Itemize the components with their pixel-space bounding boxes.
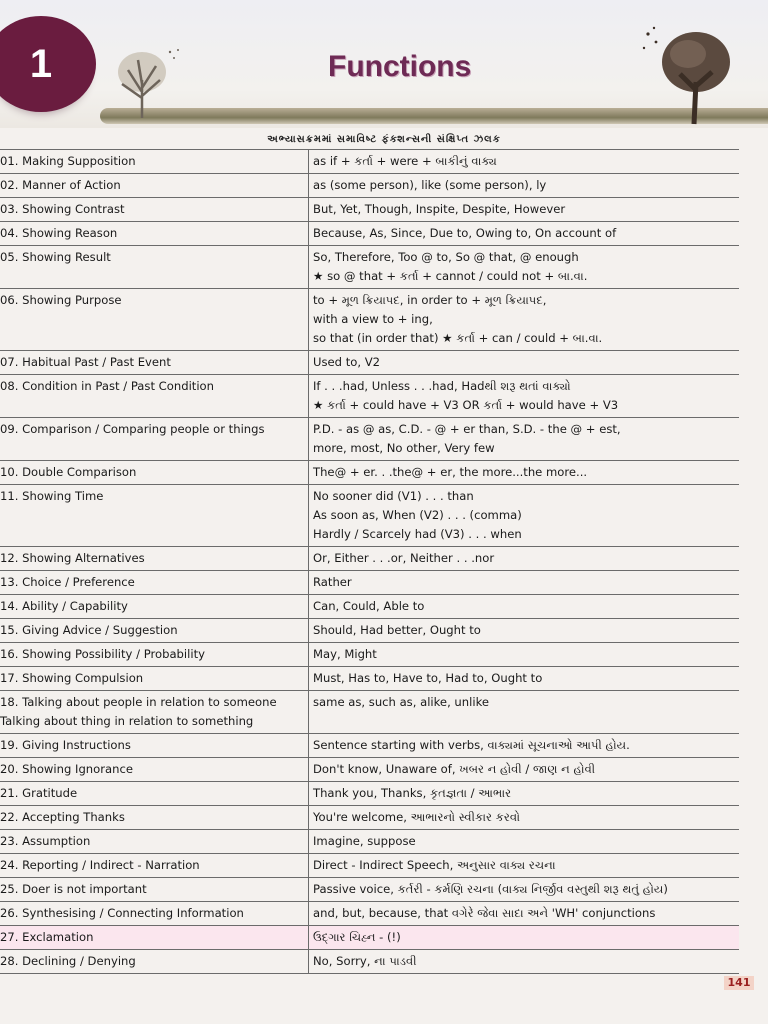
- function-name: 11. Showing Time: [0, 485, 309, 546]
- table-row: [0, 782, 739, 806]
- chapter-title: Functions: [328, 50, 472, 83]
- table-row: [0, 758, 739, 782]
- function-structure: Direct - Indirect Speech, અનુસાર વાક્ય રચના: [313, 858, 556, 872]
- function-structure: The@ + er. . .the@ + er, the more...the more...: [313, 465, 588, 479]
- table-row: [0, 878, 739, 902]
- table-row: [0, 571, 739, 595]
- table-row: [0, 150, 739, 174]
- function-structure: Should, Had better, Ought to: [313, 623, 481, 637]
- function-name: 14. Ability / Capability: [0, 595, 309, 618]
- function-name: 15. Giving Advice / Suggestion: [0, 619, 309, 642]
- function-structure: Or, Either . . .or, Neither . . .nor: [313, 551, 495, 565]
- table-row: [0, 485, 739, 547]
- function-structure: Rather: [313, 575, 352, 589]
- table-row: [0, 418, 739, 461]
- function-name: 09. Comparison / Comparing people or things: [0, 418, 309, 460]
- function-structure: Thank you, Thanks, કૃતજ્ઞતા / આભાર: [313, 786, 512, 800]
- tree-right-illustration: [636, 20, 746, 125]
- table-row: [0, 547, 739, 571]
- table-row: [0, 643, 739, 667]
- function-structure: Must, Has to, Have to, Had to, Ought to: [313, 671, 543, 685]
- table-row: [0, 902, 739, 926]
- function-structure: ઉદ્ગાર ચિહ્ન - (!): [309, 926, 739, 949]
- table-heading: અભ્યાસક્રમમાં સમાવિષ્ટ ફંક્શન્સની સંક્ષિપ્ત ઝલક: [267, 134, 501, 145]
- function-name: 24. Reporting / Indirect - Narration: [0, 854, 309, 877]
- function-structure: P.D. - as @ as, C.D. - @ + er than, S.D. - the @ + est, more, most, No other, Very few: [313, 422, 621, 455]
- function-structure: But, Yet, Though, Inspite, Despite, However: [313, 202, 566, 216]
- function-name: 05. Showing Result: [0, 246, 309, 288]
- function-name: 02. Manner of Action: [0, 174, 309, 197]
- table-row: [0, 222, 739, 246]
- chapter-number: 1: [29, 42, 53, 86]
- table-row: [0, 461, 739, 485]
- function-name: 19. Giving Instructions: [0, 734, 309, 757]
- table-row: [0, 351, 739, 375]
- function-name: 28. Declining / Denying: [0, 950, 309, 973]
- function-name: 16. Showing Possibility / Probability: [0, 643, 309, 666]
- function-name: 27. Exclamation: [0, 926, 309, 949]
- function-structure: If . . .had, Unless . . .had, Hadથી શરૂ થતાં વાક્યો ★ કર્તા + could have + V3 OR કર્તા + would have + V3: [313, 379, 619, 412]
- function-structure: Because, As, Since, Due to, Owing to, On account of: [313, 226, 617, 240]
- function-name: 20. Showing Ignorance: [0, 758, 309, 781]
- function-name: 12. Showing Alternatives: [0, 547, 309, 570]
- table-row: [0, 595, 739, 619]
- table-row: [0, 667, 739, 691]
- function-structure: same as, such as, alike, unlike: [313, 695, 490, 709]
- tree-left-illustration: [108, 40, 188, 120]
- function-name: 22. Accepting Thanks: [0, 806, 309, 829]
- function-structure: Imagine, suppose: [313, 834, 416, 848]
- function-structure: Don't know, Unaware of, ખબર ન હોવી / જાણ ન હોવી: [313, 762, 596, 776]
- function-name: 26. Synthesising / Connecting Information: [0, 902, 309, 925]
- function-name: 25. Doer is not important: [0, 878, 309, 901]
- function-name: 06. Showing Purpose: [0, 289, 309, 350]
- function-structure: Sentence starting with verbs, વાક્યમાં સૂચનાઓ આપી હોય.: [313, 738, 630, 752]
- function-structure: Passive voice, કર્તરી - કર્મણિ રચના (વાક્ય નિર્જીવ વસ્તુથી શરૂ થતું હોય): [313, 882, 668, 896]
- function-structure: Used to, V2: [313, 355, 381, 369]
- functions-table: [0, 149, 739, 974]
- table-row: [0, 854, 739, 878]
- function-structure: No sooner did (V1) . . . than As soon as, When (V2) . . . (comma) Hardly / Scarcely had (V3) . . . when: [313, 489, 522, 541]
- function-name: 18. Talking about people in relation to someone Talking about thing in relation to something: [0, 691, 309, 733]
- function-name: 21. Gratitude: [0, 782, 309, 805]
- function-name: 03. Showing Contrast: [0, 198, 309, 221]
- function-name: 08. Condition in Past / Past Condition: [0, 375, 309, 417]
- function-name: 01. Making Supposition: [0, 150, 309, 173]
- function-name: 07. Habitual Past / Past Event: [0, 351, 309, 374]
- table-row: [0, 926, 739, 950]
- function-name: 10. Double Comparison: [0, 461, 309, 484]
- function-structure: So, Therefore, Too @ to, So @ that, @ enough ★ so @ that + કર્તા + cannot / could not + બા.વા.: [313, 250, 588, 283]
- table-row: [0, 174, 739, 198]
- function-structure: as if + કર્તા + were + બાકીનું વાક્ય: [313, 154, 497, 168]
- function-structure: May, Might: [313, 647, 377, 661]
- function-structure: as (some person), like (some person), ly: [313, 178, 547, 192]
- function-name: 04. Showing Reason: [0, 222, 309, 245]
- function-name: 13. Choice / Preference: [0, 571, 309, 594]
- table-row: [0, 246, 739, 289]
- table-row: [0, 950, 739, 974]
- table-row: [0, 691, 739, 734]
- function-structure: You're welcome, આભારનો સ્વીકાર કરવો: [313, 810, 520, 824]
- table-row: [0, 619, 739, 643]
- function-structure: Can, Could, Able to: [313, 599, 425, 613]
- table-row: [0, 289, 739, 351]
- function-structure: to + મૂળ ક્રિયાપદ, in order to + મૂળ ક્રિયાપદ, with a view to + ing, so that (in order that) ★ કર્તા + can / could + બા.વા.: [313, 293, 603, 345]
- table-row: [0, 734, 739, 758]
- function-structure: and, but, because, that વગેરે જેવા સાદા અને 'WH' conjunctions: [313, 906, 656, 920]
- function-name: 23. Assumption: [0, 830, 309, 853]
- table-row: [0, 830, 739, 854]
- table-row: [0, 375, 739, 418]
- function-name: 17. Showing Compulsion: [0, 667, 309, 690]
- function-structure: No, Sorry, ના પાડવી: [313, 954, 417, 968]
- table-row: [0, 806, 739, 830]
- page-number: 141: [724, 976, 754, 990]
- table-row: [0, 198, 739, 222]
